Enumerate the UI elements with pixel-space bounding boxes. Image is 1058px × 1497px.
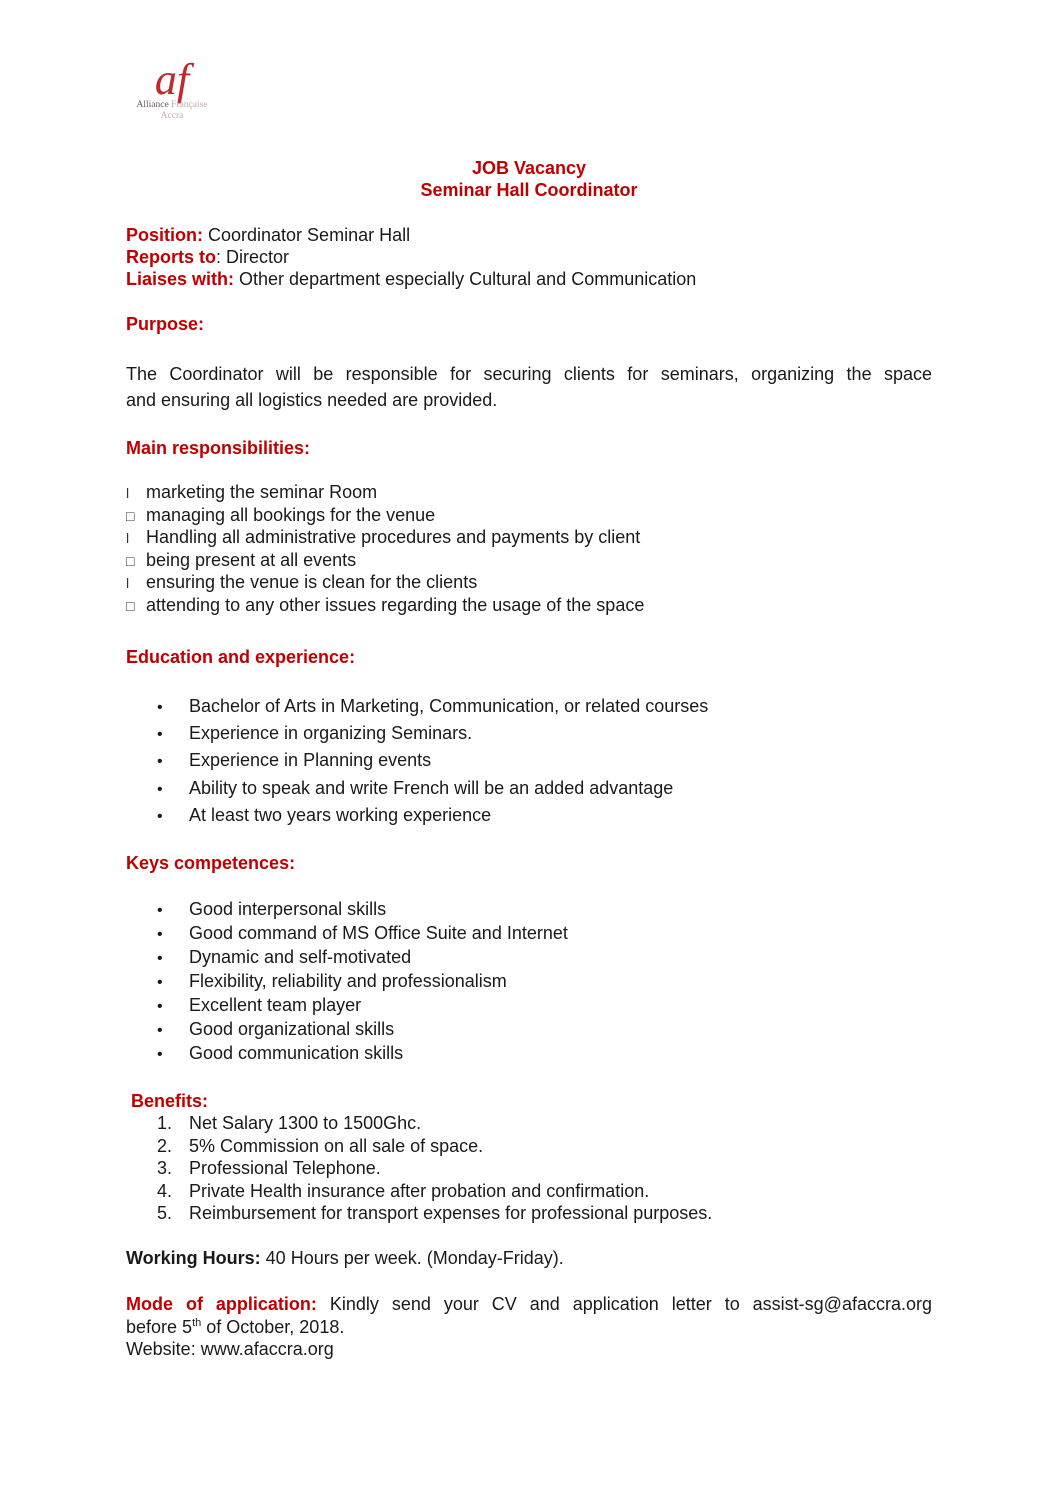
purpose-text-line1: The Coordinator will be responsible for securing clients for seminars, organizing the space [126, 364, 932, 384]
website-line: Website: www.afaccra.org [126, 1339, 334, 1359]
education-heading: Education and experience: [126, 647, 356, 667]
application-line1 [126, 1293, 932, 1315]
working-hours-label: Working Hours: [126, 1248, 261, 1268]
doc-title: JOB Vacancy [471, 158, 587, 178]
alliance-francaise-logo [126, 55, 218, 134]
list-item [157, 1157, 712, 1180]
reports-label: Reports to [126, 247, 216, 267]
bullet-marker: l [126, 485, 130, 501]
responsibilities-list [126, 481, 644, 617]
list-item [126, 481, 644, 504]
bullet-marker: l [126, 575, 130, 592]
doc-subtitle: Seminar Hall Coordinator [420, 180, 638, 200]
item-number: 2. [157, 1135, 173, 1156]
position-label: Position: [126, 225, 203, 245]
list-item [126, 549, 644, 572]
competences-list [157, 898, 568, 1066]
bullet-marker: l [126, 530, 130, 547]
list-item: • Good organizational skills [157, 1018, 568, 1042]
list-item: • Experience in Planning events [157, 748, 708, 776]
list-item: • Excellent team player [157, 994, 568, 1018]
responsibility-text: being present at all events [146, 549, 357, 570]
application-line2 [126, 1316, 344, 1338]
purpose-heading: Purpose: [126, 314, 205, 334]
working-hours-value: 40 Hours per week. (Monday-Friday). [260, 1248, 564, 1268]
application-text: Kindly send your CV and application letter to assist-sg@afaccra.org [316, 1294, 933, 1314]
application-label: Mode of application: [126, 1294, 317, 1314]
education-list [157, 694, 708, 830]
list-item [157, 1202, 712, 1225]
liaises-label: Liaises with: [126, 269, 235, 289]
logo-name-part2: Française [171, 100, 208, 110]
list-item: • Good communication skills [157, 1042, 568, 1066]
logo-mark: af [154, 55, 190, 104]
list-item: • Ability to speak and write French will be an added advantage [157, 776, 708, 803]
list-item: • Good command of MS Office Suite and Internet [157, 922, 568, 946]
responsibilities-heading: Main responsibilities: [126, 438, 311, 458]
benefit-text: Reimbursement for transport expenses for professional purposes. [189, 1203, 713, 1224]
deadline-ordinal: th [192, 1317, 202, 1329]
list-item: • Bachelor of Arts in Marketing, Communication, or related courses [157, 694, 708, 721]
logo-name-part1: Alliance [136, 100, 169, 110]
item-number: 5. [157, 1203, 173, 1224]
responsibility-text: marketing the seminar Room [146, 482, 378, 502]
list-item [126, 571, 644, 594]
position-value: Coordinator Seminar Hall [203, 225, 411, 245]
liaises-value: Other department especially Cultural and Communication [234, 269, 697, 289]
benefits-heading: Benefits: [131, 1091, 209, 1111]
working-hours-line [126, 1247, 564, 1269]
item-number: 1. [157, 1113, 173, 1133]
logo-name [126, 100, 218, 111]
benefit-text: Net Salary 1300 to 1500Ghc. [189, 1113, 422, 1133]
list-item: • Experience in organizing Seminars. [157, 721, 708, 748]
list-item [126, 526, 644, 549]
position-line [126, 224, 410, 246]
purpose-text-line2: and ensuring all logistics needed are provided. [126, 390, 498, 410]
bullet-marker: □ [126, 552, 135, 569]
bullet-marker: □ [126, 507, 135, 524]
list-item [126, 594, 644, 617]
responsibility-text: attending to any other issues regarding the usage of the space [146, 594, 645, 615]
list-item [157, 1112, 712, 1135]
list-item: • Dynamic and self-motivated [157, 946, 568, 970]
reports-value: : Director [216, 247, 290, 267]
list-item: • At least two years working experience [157, 803, 708, 830]
liaises-line [126, 268, 696, 290]
list-item [126, 504, 644, 527]
responsibility-text: managing all bookings for the venue [146, 504, 436, 525]
benefit-text: Professional Telephone. [189, 1158, 381, 1179]
benefit-text: Private Health insurance after probation and confirmation. [189, 1180, 650, 1201]
competences-heading: Keys competences: [126, 853, 296, 873]
reports-line [126, 246, 289, 268]
bullet-marker: □ [126, 597, 135, 614]
list-item: • Good interpersonal skills [157, 898, 568, 922]
benefit-text: 5% Commission on all sale of space. [189, 1135, 484, 1156]
logo-city: Accra [160, 111, 184, 121]
item-number: 4. [157, 1180, 173, 1201]
deadline-text-pre: before 5 [126, 1317, 193, 1337]
deadline-text-post: of October, 2018. [201, 1317, 345, 1337]
list-item [157, 1180, 712, 1203]
responsibility-text: Handling all administrative procedures and payments by client [146, 527, 641, 548]
benefits-list [157, 1112, 712, 1225]
item-number: 3. [157, 1158, 173, 1179]
list-item: • Flexibility, reliability and professionalism [157, 970, 568, 994]
responsibility-text: ensuring the venue is clean for the clients [146, 572, 478, 593]
list-item [157, 1135, 712, 1158]
